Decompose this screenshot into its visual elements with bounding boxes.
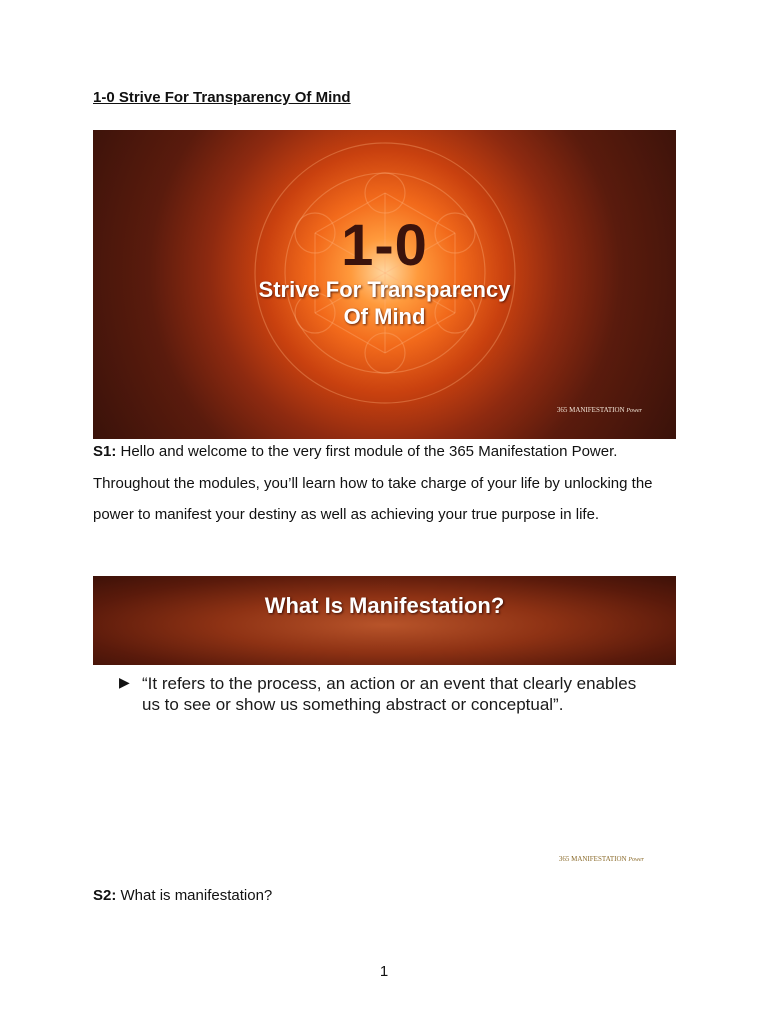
paragraph-s1 [93, 436, 683, 531]
paragraph-label: S1: [93, 443, 117, 460]
paragraph-text: Hello and welcome to the very first module of the 365 Manifestation Power. Throughout the modules, you’ll learn how to take charge of your life by unlocking the power to manifest your destiny as well as achieving your true purpose in life. [93, 443, 653, 523]
paragraph-label: S2: [93, 887, 117, 904]
slide-title-band [93, 576, 676, 665]
paragraph-text: What is manifestation? [116, 887, 273, 904]
brand-logo [559, 855, 644, 863]
page-heading: 1-0 Strive For Transparency Of Mind [93, 89, 351, 106]
brand-logo-sub: Power [628, 857, 644, 863]
slide-quote: “It refers to the process, an action or an event that clearly enables us to see or show us something abstract or conceptual”. [142, 674, 637, 714]
brand-logo-main: 365 MANIFESTATION [558, 855, 627, 863]
slide-image-definition [93, 576, 676, 876]
slide-title: What Is Manifestation? [264, 593, 505, 618]
slide-image-title [93, 130, 676, 439]
brand-logo [557, 406, 642, 414]
page-number: 1 [379, 963, 389, 980]
triangle-right-icon: ▶ [119, 674, 130, 690]
brand-logo-sub: Power [626, 408, 642, 414]
slide-title: Strive For Transparency Of Mind [258, 277, 511, 329]
paragraph-s2 [93, 880, 683, 912]
slide-number: 1-0 [341, 213, 428, 278]
brand-logo-main: 365 MANIFESTATION [556, 406, 625, 414]
